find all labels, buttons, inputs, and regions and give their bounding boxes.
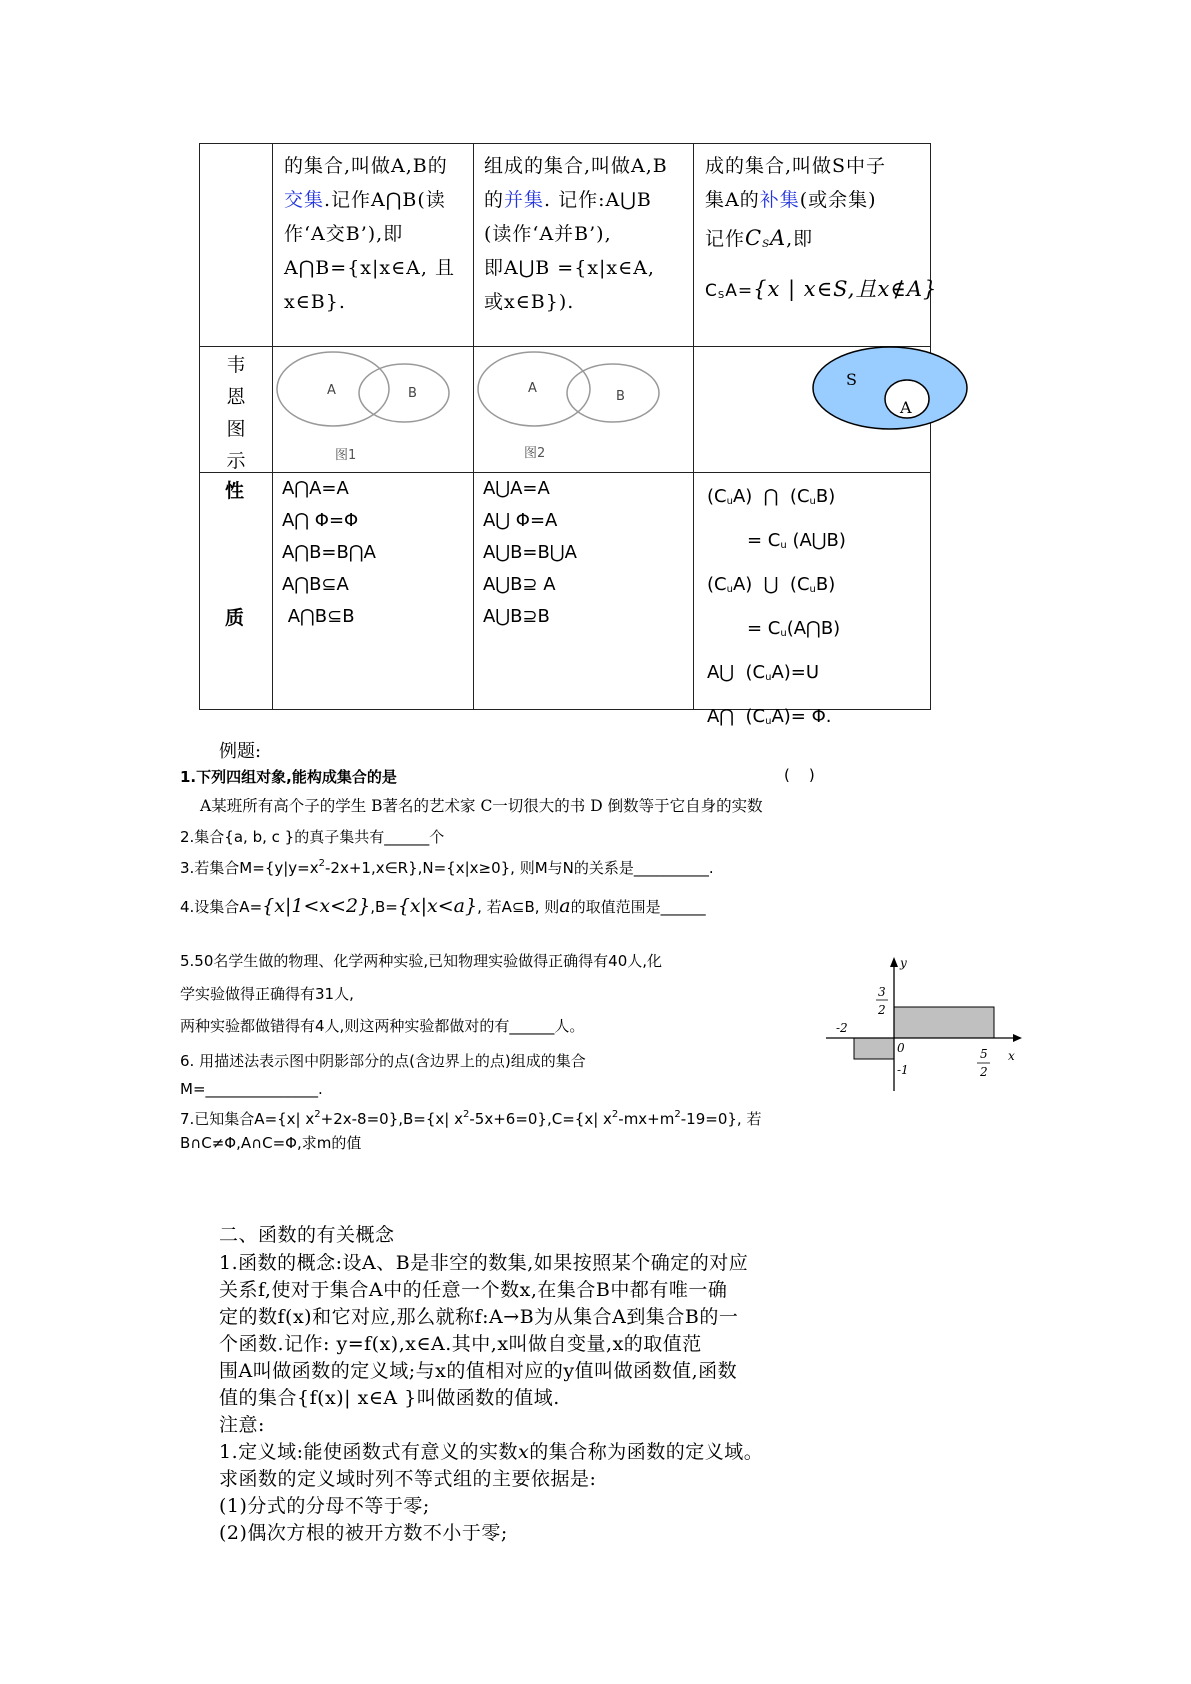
y-tick-numerator: 3: [878, 985, 886, 999]
set-s-label: S: [846, 370, 857, 389]
y-axis-label: y: [900, 956, 907, 970]
shaded-region-left: [854, 1038, 894, 1059]
x-axis-arrow-icon: [1013, 1034, 1022, 1042]
union-venn: [474, 347, 693, 472]
question-5-line-2: 学实验做得正确得有31人,: [180, 985, 354, 1003]
y-axis-arrow-icon: [890, 957, 898, 967]
domain-rule-2: (2)偶次方根的被开方数不小于零;: [219, 1522, 508, 1544]
venn-row-label: 韦 恩 图 示: [226, 354, 246, 472]
table-divider: [693, 143, 694, 710]
union-definition: 组成的集合,叫做A,B 的并集. 记作:A⋃B (读作‘A并B’), 即A⋃B ={x|x∈A, 或x∈B}).: [484, 155, 668, 313]
question-5-line-1: 5.50名学生做的物理、化学两种实验,已知物理实验做得正确得有40人,化: [180, 952, 663, 970]
table-border: [199, 143, 931, 144]
shaded-region-right: [894, 1007, 994, 1038]
complement-term: 补集: [759, 189, 800, 211]
figure-1-caption: 图1: [335, 448, 357, 463]
function-definition-line: 值的集合{f(x)| x∈A }叫做函数的值域.: [219, 1387, 560, 1409]
question-7-line-1: 7.已知集合A={x| $x^2+2x-8=0\},B=\{x|$ $x^2-5x+6=0\},C=\{x|$ $x^2-mx+m^2-19=0$}, 若: [180, 1109, 762, 1128]
set-b-label: B: [408, 386, 417, 401]
complement-properties: $(C_uA)$ ⋂ $(C_uB)$ = $C_u$ (A⋃B) $(C_uA)$ ⋃ $(C_uB)$ = $C_u(A⋂B)$ A⋃ $(C_uA)=U$ A⋂ $(C_uA)= \Phi$.: [707, 486, 846, 727]
union-term: 并集: [504, 189, 545, 211]
properties-label-bottom: 质: [225, 607, 245, 629]
set-b-ellipse: [359, 364, 449, 422]
question-1-options: A某班所有高个子的学生 B著名的艺术家 C一切很大的书 D 倒数等于它自身的实数: [200, 797, 763, 815]
function-definition-line: 围A叫做函数的定义域;与x的值相对应的y值叫做函数值,函数: [219, 1360, 738, 1382]
function-definition-line: 1.函数的概念:设A、B是非空的数集,如果按照某个确定的对应: [219, 1252, 749, 1274]
intersection-term: 交集: [284, 189, 325, 211]
intersection-venn: [273, 347, 473, 472]
set-a-label: A: [900, 398, 912, 417]
origin-label: 0: [897, 1041, 905, 1055]
set-a-label: A: [327, 383, 336, 398]
question-4: 4.设集合A={x|1<x<2},B={x|x<a}, 若A⊆B, 则a的取值范围是______: [180, 895, 706, 917]
x-tick-left: -2: [836, 1021, 848, 1035]
function-definition-line: 关系f,使对于集合A中的任意一个数x,在集合B中都有唯一确: [219, 1279, 728, 1301]
note-label: 注意:: [219, 1414, 265, 1436]
domain-definition: 1.定义域:能使函数式有意义的实数x的集合称为函数的定义域。: [219, 1441, 764, 1463]
question-6-line-1: 6. 用描述法表示图中阴影部分的点(含边界上的点)组成的集合: [180, 1052, 586, 1070]
y-tick-bottom: -1: [897, 1063, 909, 1077]
shaded-region-graph: [820, 955, 1030, 1095]
question-5-line-3: 两种实验都做错得有4人,则这两种实验都做对的有______人。: [180, 1017, 585, 1035]
complement-venn: [809, 343, 969, 453]
x-tick-numerator: 5: [980, 1047, 988, 1061]
x-axis-label: x: [1008, 1049, 1015, 1063]
domain-rules-intro: 求函数的定义域时列不等式组的主要依据是:: [219, 1468, 597, 1490]
set-a-label: A: [528, 381, 537, 396]
domain-rule-1: (1)分式的分母不等于零;: [219, 1495, 430, 1517]
question-2: 2.集合{a, b, c }的真子集共有______个: [180, 828, 445, 846]
figure-2-caption: 图2: [524, 446, 546, 461]
set-b-label: B: [616, 389, 625, 404]
function-definition-line: 定的数f(x)和它对应,那么就称f:A→B为从集合A到集合B的一: [219, 1306, 739, 1328]
question-6-line-2: M=_______________.: [180, 1080, 323, 1098]
intersection-definition: 的集合,叫做A,B的 交集.记作A⋂B(读 作‘A交B’),即 A⋂B={x|x∈A, 且 x∈B}.: [284, 155, 455, 313]
section-heading: 二、函数的有关概念: [219, 1224, 395, 1246]
function-definition-line: 个函数.记作: y=f(x),x∈A.其中,x叫做自变量,x的取值范: [219, 1333, 702, 1355]
examples-heading: 例题:: [219, 741, 262, 762]
question-7-line-2: B∩C≠Φ,A∩C=Φ,求m的值: [180, 1134, 362, 1152]
intersection-properties: A⋂A=A A⋂ Φ=Φ A⋂B=B⋂A A⋂B⊆A A⋂B⊆B: [282, 478, 376, 627]
table-border: [199, 143, 200, 710]
complement-definition: 成的集合,叫做S中子 集A的补集(或余集) 记作$C_SA$,即 $C_SA=\{x$ | x∈S,且x∉A}: [705, 155, 938, 301]
y-tick-denominator: 2: [878, 1003, 886, 1017]
question-1-answer-paren: ( ): [784, 766, 815, 784]
set-b-ellipse: [567, 364, 659, 422]
question-3: 3.若集合$M=\{y|y=x^2-2x+1,x\in R\},N=\{x|x\ge 0\}$, 则M与N的关系是__________.: [180, 858, 714, 877]
x-tick-denominator: 2: [980, 1065, 988, 1079]
properties-label-top: 性: [225, 480, 245, 502]
union-properties: A⋃A=A A⋃ Φ=A A⋃B=B⋃A A⋃B⊇ A A⋃B⊇B: [483, 478, 577, 627]
set-operations-table: [199, 143, 938, 727]
question-1: 1.下列四组对象,能构成集合的是: [180, 768, 397, 786]
